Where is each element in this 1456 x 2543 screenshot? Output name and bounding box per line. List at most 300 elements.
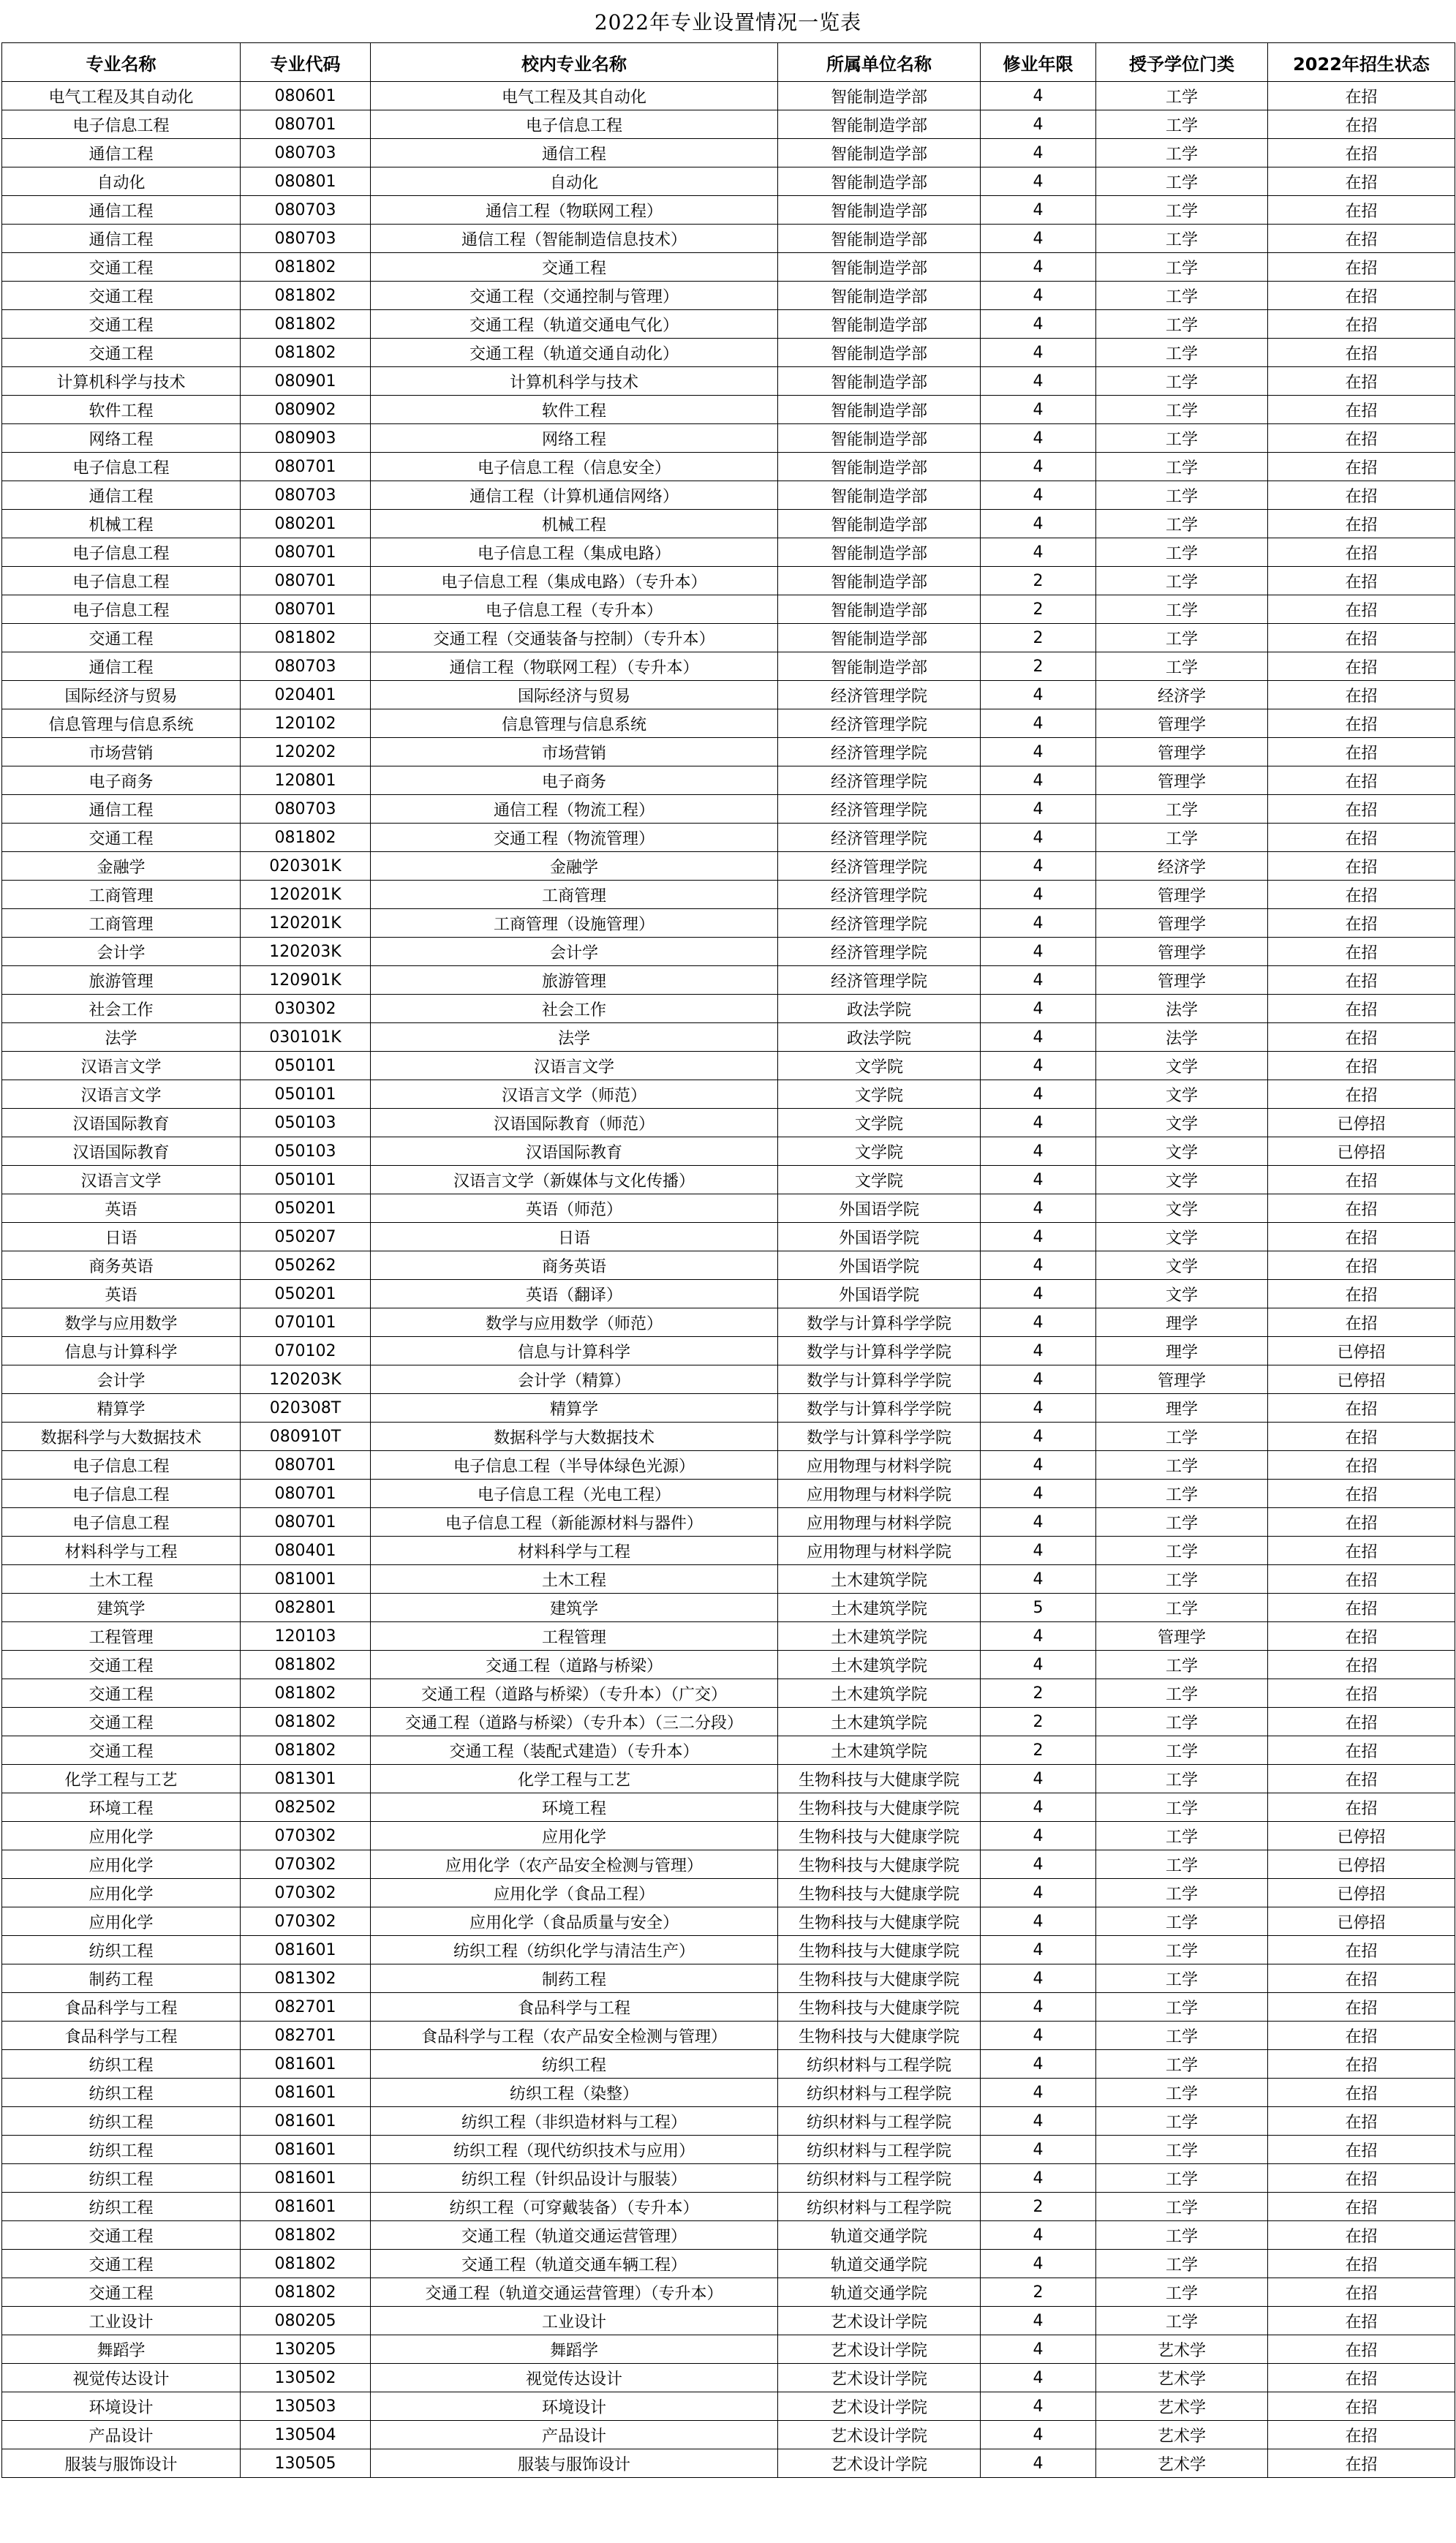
table-row [2,2079,1455,2107]
cell-study-years: 4 [981,2392,1096,2421]
cell-degree-category: 工学 [1096,1537,1268,1565]
cell-department: 智能制造学部 [778,110,981,139]
cell-major-name: 金融学 [2,852,241,881]
table-row [2,1280,1455,1308]
cell-major-name: 软件工程 [2,396,241,424]
cell-study-years: 4 [981,196,1096,225]
cell-major-name: 交通工程 [2,282,241,310]
cell-department: 智能制造学部 [778,538,981,567]
cell-major-code: 080401 [241,1537,371,1565]
cell-enrollment-status: 在招 [1268,1594,1455,1622]
cell-major-code: 081802 [241,282,371,310]
cell-department: 智能制造学部 [778,196,981,225]
table-row [2,1879,1455,1907]
cell-major-code: 080901 [241,367,371,396]
cell-major-name: 通信工程 [2,139,241,167]
cell-degree-category: 工学 [1096,1936,1268,1964]
table-row [2,1166,1455,1194]
cell-department: 轨道交通学院 [778,2221,981,2250]
cell-department: 经济管理学院 [778,738,981,766]
cell-department: 智能制造学部 [778,510,981,538]
cell-study-years: 4 [981,852,1096,881]
cell-internal-major-name: 电子信息工程（新能源材料与器件） [371,1508,778,1537]
cell-degree-category: 管理学 [1096,1365,1268,1394]
table-row [2,2164,1455,2193]
cell-internal-major-name: 通信工程 [371,139,778,167]
cell-department: 智能制造学部 [778,652,981,681]
cell-study-years: 4 [981,1052,1096,1080]
cell-internal-major-name: 纺织工程（现代纺织技术与应用） [371,2136,778,2164]
cell-major-code: 080903 [241,424,371,453]
cell-degree-category: 艺术学 [1096,2449,1268,2478]
cell-study-years: 2 [981,1679,1096,1708]
cell-enrollment-status: 在招 [1268,1537,1455,1565]
cell-internal-major-name: 通信工程（物流工程） [371,795,778,824]
table-row [2,225,1455,253]
table-row [2,2107,1455,2136]
cell-internal-major-name: 应用化学（农产品安全检测与管理） [371,1850,778,1879]
cell-department: 智能制造学部 [778,139,981,167]
cell-degree-category: 管理学 [1096,881,1268,909]
cell-department: 纺织材料与工程学院 [778,2050,981,2079]
cell-internal-major-name: 交通工程（轨道交通电气化） [371,310,778,339]
cell-major-code: 080703 [241,225,371,253]
cell-major-code: 120203K [241,938,371,966]
cell-major-code: 081001 [241,1565,371,1594]
cell-department: 文学院 [778,1166,981,1194]
cell-major-name: 通信工程 [2,652,241,681]
table-row [2,1765,1455,1793]
cell-study-years: 4 [981,82,1096,110]
cell-department: 经济管理学院 [778,824,981,852]
cell-major-name: 工商管理 [2,881,241,909]
cell-major-name: 电子信息工程 [2,1480,241,1508]
table-row [2,1308,1455,1337]
table-row [2,339,1455,367]
cell-department: 智能制造学部 [778,310,981,339]
cell-enrollment-status: 在招 [1268,1993,1455,2022]
cell-enrollment-status: 在招 [1268,1651,1455,1679]
cell-degree-category: 文学 [1096,1080,1268,1109]
cell-study-years: 4 [981,1194,1096,1223]
cell-major-code: 080703 [241,652,371,681]
table-row [2,1679,1455,1708]
cell-enrollment-status: 在招 [1268,1280,1455,1308]
cell-department: 政法学院 [778,995,981,1023]
table-row [2,995,1455,1023]
cell-major-name: 会计学 [2,1365,241,1394]
cell-enrollment-status: 在招 [1268,2136,1455,2164]
table-row [2,139,1455,167]
cell-major-code: 080701 [241,1451,371,1480]
cell-major-code: 081802 [241,1708,371,1736]
cell-major-code: 081601 [241,2164,371,2193]
cell-degree-category: 工学 [1096,1651,1268,1679]
cell-enrollment-status: 在招 [1268,510,1455,538]
cell-study-years: 4 [981,2107,1096,2136]
cell-study-years: 4 [981,995,1096,1023]
cell-degree-category: 工学 [1096,2164,1268,2193]
cell-major-name: 汉语言文学 [2,1080,241,1109]
cell-enrollment-status: 在招 [1268,2079,1455,2107]
cell-study-years: 4 [981,310,1096,339]
cell-major-name: 工商管理 [2,909,241,938]
cell-department: 土木建筑学院 [778,1565,981,1594]
cell-study-years: 4 [981,1765,1096,1793]
cell-degree-category: 工学 [1096,1793,1268,1822]
cell-degree-category: 工学 [1096,367,1268,396]
cell-internal-major-name: 社会工作 [371,995,778,1023]
cell-study-years: 4 [981,1109,1096,1137]
table-row [2,424,1455,453]
cell-enrollment-status: 在招 [1268,1622,1455,1651]
table-header [2,43,1455,82]
cell-enrollment-status: 在招 [1268,1166,1455,1194]
cell-internal-major-name: 软件工程 [371,396,778,424]
cell-study-years: 4 [981,681,1096,709]
cell-degree-category: 工学 [1096,310,1268,339]
cell-degree-category: 管理学 [1096,709,1268,738]
cell-major-name: 计算机科学与技术 [2,367,241,396]
cell-study-years: 4 [981,2250,1096,2278]
cell-enrollment-status: 已停招 [1268,1850,1455,1879]
cell-enrollment-status: 在招 [1268,1023,1455,1052]
table-row [2,681,1455,709]
cell-major-name: 通信工程 [2,795,241,824]
table-row [2,396,1455,424]
cell-enrollment-status: 在招 [1268,1223,1455,1251]
cell-department: 智能制造学部 [778,225,981,253]
cell-degree-category: 工学 [1096,2079,1268,2107]
cell-degree-category: 工学 [1096,652,1268,681]
cell-enrollment-status: 在招 [1268,2364,1455,2392]
cell-major-name: 自动化 [2,167,241,196]
cell-major-name: 交通工程 [2,624,241,652]
cell-major-name: 电子信息工程 [2,1451,241,1480]
table-row [2,881,1455,909]
cell-major-name: 纺织工程 [2,2107,241,2136]
cell-internal-major-name: 环境工程 [371,1793,778,1822]
column-header-internal-major-name: 校内专业名称 [371,43,778,82]
cell-enrollment-status: 在招 [1268,1708,1455,1736]
cell-enrollment-status: 已停招 [1268,1137,1455,1166]
cell-internal-major-name: 交通工程（轨道交通运营管理）（专升本） [371,2278,778,2307]
cell-major-name: 电子信息工程 [2,110,241,139]
cell-study-years: 4 [981,396,1096,424]
cell-internal-major-name: 交通工程（道路与桥梁）（专升本）（三二分段） [371,1708,778,1736]
cell-department: 土木建筑学院 [778,1708,981,1736]
cell-major-name: 电子信息工程 [2,1508,241,1537]
cell-major-code: 050101 [241,1166,371,1194]
cell-enrollment-status: 已停招 [1268,1365,1455,1394]
table-row [2,909,1455,938]
cell-major-code: 120901K [241,966,371,995]
cell-degree-category: 管理学 [1096,1622,1268,1651]
column-header-study-years: 修业年限 [981,43,1096,82]
cell-internal-major-name: 国际经济与贸易 [371,681,778,709]
cell-enrollment-status: 在招 [1268,1052,1455,1080]
table-row [2,738,1455,766]
cell-study-years: 4 [981,2136,1096,2164]
table-row [2,595,1455,624]
cell-major-name: 交通工程 [2,339,241,367]
cell-internal-major-name: 金融学 [371,852,778,881]
cell-major-code: 070302 [241,1850,371,1879]
cell-internal-major-name: 英语（翻译） [371,1280,778,1308]
cell-degree-category: 艺术学 [1096,2421,1268,2449]
cell-major-code: 070102 [241,1337,371,1365]
cell-study-years: 4 [981,1850,1096,1879]
cell-enrollment-status: 在招 [1268,652,1455,681]
cell-major-name: 纺织工程 [2,2136,241,2164]
major-settings-table [1,42,1455,2478]
cell-internal-major-name: 电子信息工程（集成电路） [371,538,778,567]
cell-enrollment-status: 在招 [1268,2335,1455,2364]
cell-enrollment-status: 在招 [1268,852,1455,881]
table-row [2,766,1455,795]
cell-internal-major-name: 电气工程及其自动化 [371,82,778,110]
cell-major-name: 信息管理与信息系统 [2,709,241,738]
cell-study-years: 4 [981,225,1096,253]
cell-degree-category: 文学 [1096,1194,1268,1223]
cell-major-name: 电子信息工程 [2,453,241,481]
table-row [2,1223,1455,1251]
cell-major-code: 082801 [241,1594,371,1622]
cell-department: 数学与计算科学学院 [778,1337,981,1365]
cell-enrollment-status: 在招 [1268,881,1455,909]
cell-department: 经济管理学院 [778,766,981,795]
cell-study-years: 5 [981,1594,1096,1622]
cell-degree-category: 工学 [1096,2136,1268,2164]
table-row [2,1936,1455,1964]
cell-degree-category: 工学 [1096,795,1268,824]
cell-enrollment-status: 在招 [1268,139,1455,167]
cell-major-code: 050262 [241,1251,371,1280]
cell-study-years: 4 [981,738,1096,766]
cell-major-code: 081802 [241,1651,371,1679]
cell-degree-category: 艺术学 [1096,2392,1268,2421]
cell-enrollment-status: 在招 [1268,766,1455,795]
cell-study-years: 4 [981,709,1096,738]
cell-degree-category: 工学 [1096,1822,1268,1850]
cell-degree-category: 管理学 [1096,909,1268,938]
table-row [2,2022,1455,2050]
cell-major-name: 社会工作 [2,995,241,1023]
cell-degree-category: 工学 [1096,453,1268,481]
cell-department: 外国语学院 [778,1223,981,1251]
cell-enrollment-status: 在招 [1268,1480,1455,1508]
cell-internal-major-name: 市场营销 [371,738,778,766]
cell-study-years: 4 [981,1565,1096,1594]
cell-study-years: 4 [981,167,1096,196]
table-row [2,1822,1455,1850]
cell-degree-category: 工学 [1096,1451,1268,1480]
cell-degree-category: 工学 [1096,481,1268,510]
cell-major-name: 应用化学 [2,1907,241,1936]
cell-degree-category: 艺术学 [1096,2335,1268,2364]
cell-department: 艺术设计学院 [778,2307,981,2335]
table-row [2,1993,1455,2022]
table-row [2,1508,1455,1537]
cell-study-years: 4 [981,1423,1096,1451]
cell-department: 经济管理学院 [778,881,981,909]
cell-department: 外国语学院 [778,1280,981,1308]
table-row [2,2193,1455,2221]
table-row [2,82,1455,110]
cell-department: 应用物理与材料学院 [778,1537,981,1565]
cell-study-years: 4 [981,2421,1096,2449]
cell-enrollment-status: 在招 [1268,110,1455,139]
cell-department: 经济管理学院 [778,795,981,824]
cell-major-code: 050201 [241,1280,371,1308]
cell-degree-category: 文学 [1096,1251,1268,1280]
cell-internal-major-name: 环境设计 [371,2392,778,2421]
table-row [2,652,1455,681]
cell-department: 艺术设计学院 [778,2364,981,2392]
table-row [2,624,1455,652]
table-row [2,938,1455,966]
cell-degree-category: 工学 [1096,1480,1268,1508]
cell-enrollment-status: 在招 [1268,1936,1455,1964]
table-row [2,567,1455,595]
cell-internal-major-name: 会计学（精算） [371,1365,778,1394]
cell-major-name: 国际经济与贸易 [2,681,241,709]
cell-study-years: 4 [981,453,1096,481]
cell-study-years: 4 [981,1622,1096,1651]
cell-major-name: 精算学 [2,1394,241,1423]
cell-major-name: 电子信息工程 [2,595,241,624]
cell-internal-major-name: 交通工程（轨道交通运营管理） [371,2221,778,2250]
cell-study-years: 4 [981,966,1096,995]
cell-internal-major-name: 汉语言文学（师范） [371,1080,778,1109]
cell-major-code: 080801 [241,167,371,196]
cell-major-name: 英语 [2,1280,241,1308]
cell-enrollment-status: 在招 [1268,681,1455,709]
cell-internal-major-name: 纺织工程（染整） [371,2079,778,2107]
cell-study-years: 4 [981,1280,1096,1308]
cell-study-years: 4 [981,2221,1096,2250]
table-row [2,1137,1455,1166]
cell-study-years: 4 [981,1337,1096,1365]
cell-enrollment-status: 在招 [1268,1765,1455,1793]
cell-major-name: 舞蹈学 [2,2335,241,2364]
cell-internal-major-name: 建筑学 [371,1594,778,1622]
cell-internal-major-name: 纺织工程 [371,2050,778,2079]
cell-major-code: 120801 [241,766,371,795]
cell-major-code: 080701 [241,110,371,139]
cell-enrollment-status: 在招 [1268,2421,1455,2449]
cell-major-name: 英语 [2,1194,241,1223]
cell-major-name: 交通工程 [2,1708,241,1736]
cell-degree-category: 工学 [1096,1736,1268,1765]
cell-major-name: 信息与计算科学 [2,1337,241,1365]
cell-major-name: 应用化学 [2,1822,241,1850]
cell-internal-major-name: 电子信息工程 [371,110,778,139]
cell-major-code: 082701 [241,2022,371,2050]
cell-degree-category: 工学 [1096,225,1268,253]
cell-enrollment-status: 在招 [1268,396,1455,424]
cell-degree-category: 法学 [1096,995,1268,1023]
cell-enrollment-status: 在招 [1268,481,1455,510]
cell-enrollment-status: 已停招 [1268,1879,1455,1907]
cell-department: 数学与计算科学学院 [778,1365,981,1394]
cell-degree-category: 工学 [1096,2221,1268,2250]
cell-major-code: 130205 [241,2335,371,2364]
cell-major-name: 纺织工程 [2,2164,241,2193]
cell-department: 土木建筑学院 [778,1679,981,1708]
cell-enrollment-status: 在招 [1268,2278,1455,2307]
cell-major-name: 产品设计 [2,2421,241,2449]
table-row [2,1708,1455,1736]
cell-department: 纺织材料与工程学院 [778,2136,981,2164]
cell-department: 外国语学院 [778,1251,981,1280]
cell-study-years: 4 [981,2449,1096,2478]
cell-enrollment-status: 在招 [1268,567,1455,595]
cell-enrollment-status: 在招 [1268,282,1455,310]
cell-major-code: 081802 [241,624,371,652]
cell-major-name: 视觉传达设计 [2,2364,241,2392]
cell-enrollment-status: 在招 [1268,2164,1455,2193]
cell-degree-category: 工学 [1096,1850,1268,1879]
cell-major-code: 080703 [241,139,371,167]
cell-internal-major-name: 日语 [371,1223,778,1251]
cell-department: 经济管理学院 [778,938,981,966]
cell-internal-major-name: 交通工程（交通装备与控制）（专升本） [371,624,778,652]
cell-department: 艺术设计学院 [778,2392,981,2421]
cell-major-name: 交通工程 [2,1679,241,1708]
cell-major-name: 市场营销 [2,738,241,766]
cell-internal-major-name: 交通工程（装配式建造）（专升本） [371,1736,778,1765]
cell-internal-major-name: 数据科学与大数据技术 [371,1423,778,1451]
cell-enrollment-status: 在招 [1268,1508,1455,1537]
cell-department: 应用物理与材料学院 [778,1480,981,1508]
cell-department: 智能制造学部 [778,481,981,510]
table-row [2,1480,1455,1508]
cell-major-name: 通信工程 [2,481,241,510]
cell-enrollment-status: 在招 [1268,196,1455,225]
cell-major-code: 081601 [241,2050,371,2079]
cell-study-years: 4 [981,938,1096,966]
cell-degree-category: 文学 [1096,1109,1268,1137]
cell-internal-major-name: 通信工程（智能制造信息技术） [371,225,778,253]
cell-degree-category: 理学 [1096,1394,1268,1423]
cell-enrollment-status: 在招 [1268,167,1455,196]
cell-study-years: 2 [981,2193,1096,2221]
cell-major-code: 120102 [241,709,371,738]
cell-degree-category: 工学 [1096,196,1268,225]
column-header-major-code: 专业代码 [241,43,371,82]
table-row [2,1451,1455,1480]
table-row [2,2221,1455,2250]
cell-study-years: 4 [981,1137,1096,1166]
cell-major-code: 120103 [241,1622,371,1651]
cell-degree-category: 工学 [1096,1879,1268,1907]
cell-department: 生物科技与大健康学院 [778,1793,981,1822]
column-header-major-name: 专业名称 [2,43,241,82]
cell-degree-category: 管理学 [1096,938,1268,966]
cell-study-years: 4 [981,1651,1096,1679]
cell-major-code: 120201K [241,881,371,909]
cell-internal-major-name: 纺织工程（纺织化学与清洁生产） [371,1936,778,1964]
cell-degree-category: 工学 [1096,2250,1268,2278]
cell-major-code: 030302 [241,995,371,1023]
cell-major-code: 081802 [241,1736,371,1765]
cell-study-years: 4 [981,339,1096,367]
cell-enrollment-status: 在招 [1268,1080,1455,1109]
cell-major-name: 旅游管理 [2,966,241,995]
cell-internal-major-name: 网络工程 [371,424,778,453]
cell-major-code: 081802 [241,2221,371,2250]
